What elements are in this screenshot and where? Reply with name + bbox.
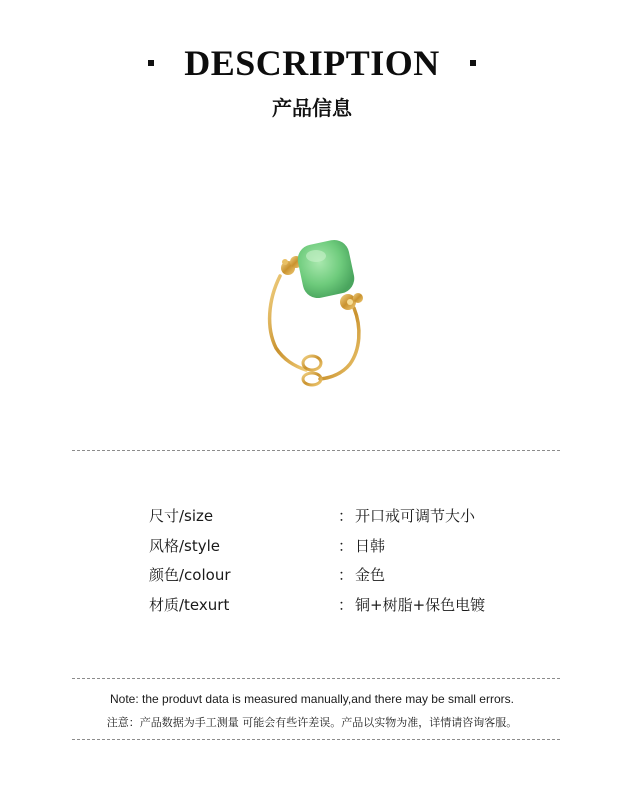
page-subtitle: 产品信息: [272, 96, 352, 120]
ring-jade-bead: [295, 237, 357, 301]
ring-band: [270, 276, 306, 370]
ring-product-image: [250, 228, 410, 398]
spec-colon: ：: [338, 566, 354, 584]
divider-note-top: [72, 678, 560, 679]
note-english: Note: the produvt data is measured manually,and there may be small errors.: [110, 692, 514, 706]
title-row: [0, 38, 624, 88]
ring-spacer-right: [340, 293, 363, 310]
spec-row-colour: [149, 564, 549, 588]
divider-top: [72, 450, 560, 451]
spec-colon: ：: [338, 507, 354, 525]
spec-row-style: [149, 535, 549, 559]
spec-row-material: [149, 594, 549, 618]
page-title: DESCRIPTION: [184, 43, 440, 83]
spec-label: 尺寸/size: [149, 507, 214, 525]
spec-label: 颜色/colour: [149, 566, 231, 584]
note-chinese: 注意：产品数据为手工测量 可能会有些许差误。产品以实物为准，详情请咨询客服。: [106, 716, 518, 729]
ring-band-right: [320, 308, 359, 379]
title-square-left: [148, 60, 154, 66]
spec-value: 日韩: [355, 537, 386, 555]
ring-loop-left: [303, 356, 321, 370]
spec-row-size: [149, 505, 549, 529]
title-square-right: [470, 60, 476, 66]
spec-value: 铜+树脂+保色电镀: [355, 596, 486, 614]
divider-note-bottom: [72, 739, 560, 740]
spec-colon: ：: [338, 596, 354, 614]
spec-colon: ：: [338, 537, 354, 555]
spec-value: 开口戒可调节大小: [355, 507, 476, 525]
spec-label: 材质/texurt: [149, 596, 230, 614]
spec-label: 风格/style: [149, 537, 221, 555]
spec-value: 金色: [355, 566, 386, 584]
